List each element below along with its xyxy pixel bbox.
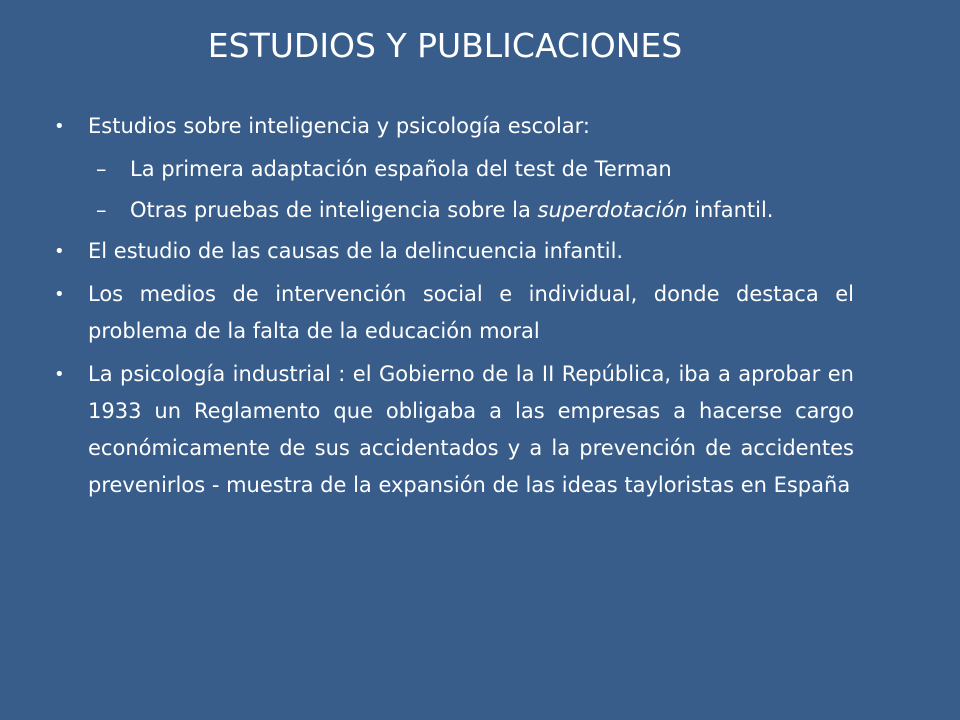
list-item-text: El estudio de las causas de la delincuencia infantil. xyxy=(88,239,624,263)
dash-icon: – xyxy=(96,157,107,181)
bullet-icon: • xyxy=(54,241,65,262)
emphasized-text: superdotación xyxy=(537,198,688,222)
bullet-list xyxy=(54,108,854,510)
list-item xyxy=(54,276,854,350)
list-subitem-text xyxy=(130,198,773,222)
list-subitem xyxy=(54,151,854,188)
bullet-icon: • xyxy=(54,364,65,385)
list-item xyxy=(54,108,854,145)
slide-title: ESTUDIOS Y PUBLICACIONES xyxy=(207,26,683,65)
list-item-text: Los medios de intervención social e individual, donde destaca el problema de la falta de la educación moral xyxy=(88,282,854,343)
bullet-icon: • xyxy=(54,284,65,305)
list-item-text: La psicología industrial : el Gobierno de la II República, iba a aprobar en 1933 un Reglamento que obligaba a las empresas a hacerse cargo económicamente de sus accidentados y a la prevención de accidentes prevenirlos - muestra de la expansión de las ideas tayloristas en España xyxy=(88,362,854,497)
list-subitem xyxy=(54,192,854,229)
list-subitem-text-part: Otras pruebas de inteligencia sobre la xyxy=(130,198,538,222)
list-item-text: Estudios sobre inteligencia y psicología escolar: xyxy=(88,114,591,138)
list-item xyxy=(54,356,854,504)
list-subitem-text: La primera adaptación española del test de Terman xyxy=(130,157,672,181)
bullet-icon: • xyxy=(54,116,65,137)
list-item xyxy=(54,233,854,270)
list-subitem-text-part: infantil. xyxy=(687,198,774,222)
dash-icon: – xyxy=(96,198,107,222)
